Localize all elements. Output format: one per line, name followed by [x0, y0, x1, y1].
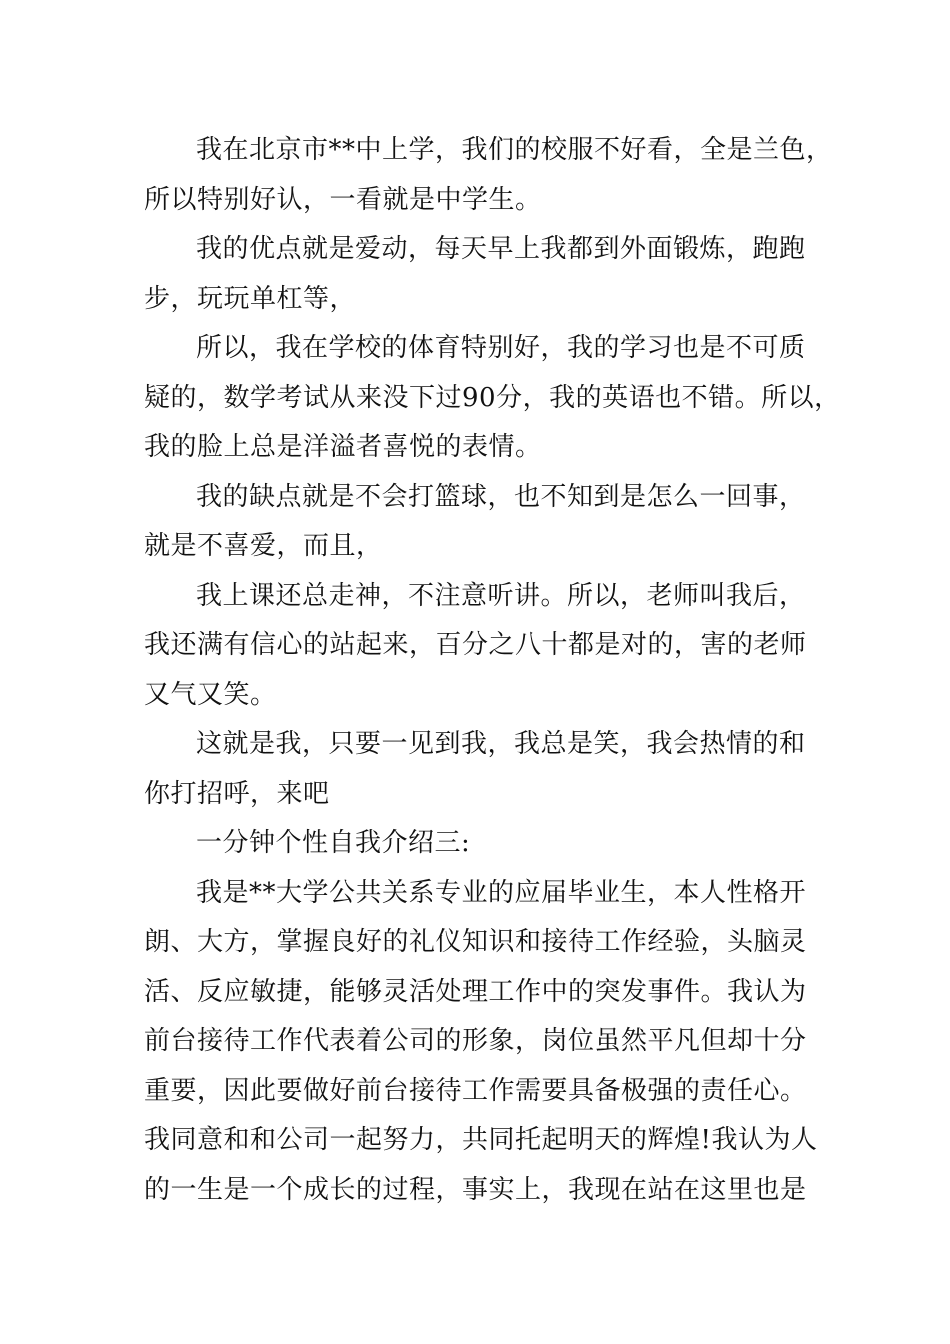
text-line: 所以，我在学校的体育特别好，我的学习也是不可质	[196, 333, 806, 363]
text-line: 前台接待工作代表着公司的形象，岗位虽然平凡但却十分	[144, 1026, 807, 1056]
text-line: 重要，因此要做好前台接待工作需要具备极强的责任心。	[144, 1075, 807, 1106]
text-line: 我上课还总走神，不注意听讲。所以，老师叫我后，	[196, 580, 806, 611]
text-line: 这就是我，只要一见到我，我总是笑，我会热情的和	[196, 729, 806, 759]
text-line: 我是**大学公共关系专业的应届毕业生，本人性格开	[196, 877, 807, 908]
text-line: 又气又笑。	[144, 679, 277, 710]
text-line: 我的脸上总是洋溢者喜悦的表情。	[144, 432, 542, 462]
text-line: 疑的，数学考试从来没下过90分，我的英语也不错。所以，	[144, 382, 841, 413]
text-line: 我在北京市**中上学，我们的校服不好看，全是兰色，	[196, 135, 833, 165]
section-heading: 一分钟个性自我介绍三:	[196, 828, 471, 858]
text-line: 我还满有信心的站起来，百分之八十都是对的，害的老师	[144, 630, 807, 660]
text-line: 你打招呼，来吧	[144, 778, 330, 809]
text-line: 活、反应敏捷，能够灵活处理工作中的突发事件。我认为	[144, 976, 807, 1007]
document-body	[144, 126, 841, 1215]
text-line: 的一生是一个成长的过程，事实上，我现在站在这里也是	[144, 1174, 807, 1205]
text-line: 就是不喜爱，而且，	[144, 531, 383, 561]
text-line: 步，玩玩单杠等，	[144, 283, 357, 314]
text-line: 我的缺点就是不会打篮球，也不知到是怎么一回事，	[196, 481, 806, 512]
text-line: 所以特别好认，一看就是中学生。	[144, 184, 542, 215]
text-line: 我的优点就是爱动，每天早上我都到外面锻炼，跑跑	[196, 234, 806, 264]
text-line: 我同意和和公司一起努力，共同托起明天的辉煌!我认为人	[144, 1125, 818, 1155]
text-line: 朗、大方，掌握良好的礼仪知识和接待工作经验，头脑灵	[144, 927, 807, 957]
